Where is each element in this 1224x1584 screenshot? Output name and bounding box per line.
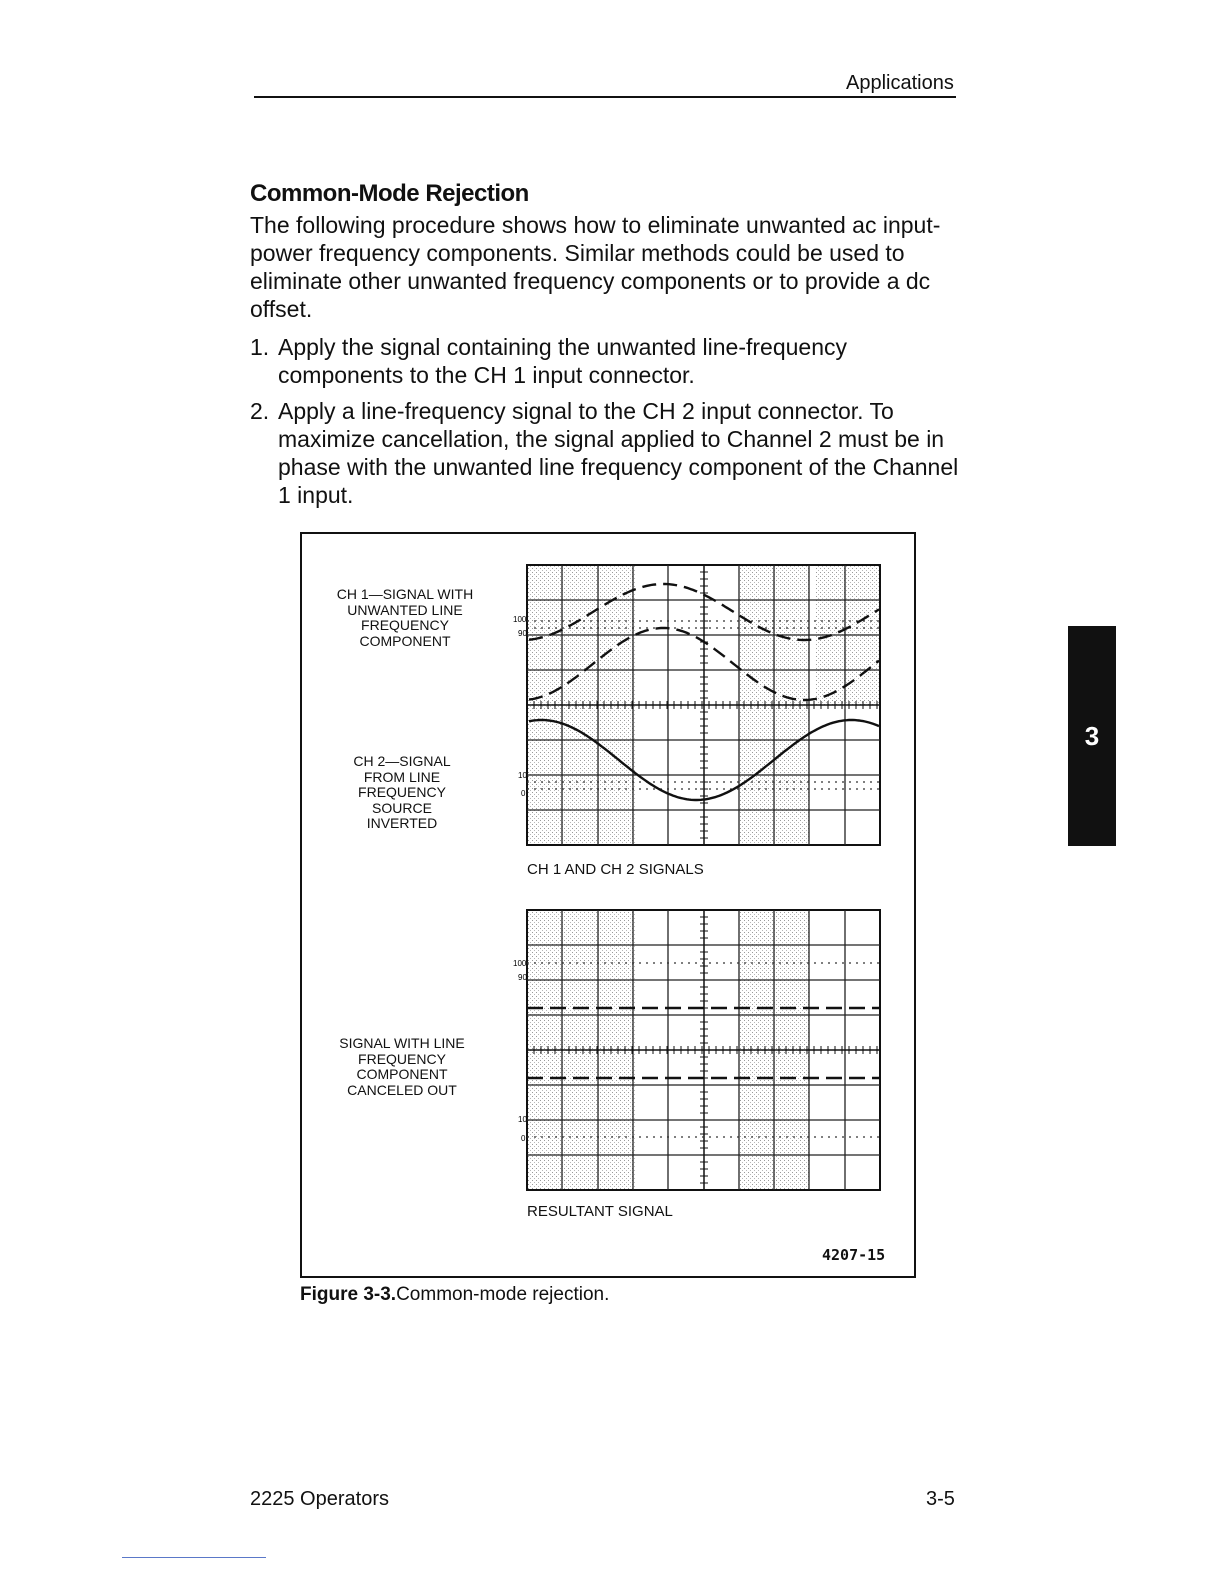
mark-100: 100 — [513, 615, 527, 624]
figure-caption — [300, 1284, 609, 1306]
oscilloscope-screen-1 — [513, 565, 880, 845]
step-text: Apply the signal containing the unwanted line-frequency components to the CH 1 input connector. — [278, 334, 847, 388]
intro-text: The following procedure shows how to eliminate unwanted ac input-power frequency components. Similar methods could be used to eliminate other unwanted frequency components or to provide a dc offset. — [250, 212, 941, 322]
footer-manual-title: 2225 Operators — [250, 1488, 389, 1510]
screen2-caption: RESULTANT SIGNAL — [527, 1203, 673, 1220]
section-title: Common-Mode Rejection — [250, 180, 529, 207]
figure-caption-text: Common-mode rejection. — [396, 1284, 610, 1305]
step-number: 1. — [250, 334, 270, 360]
mark-0: 0 — [521, 1134, 526, 1143]
screen1-caption: CH 1 AND CH 2 SIGNALS — [527, 861, 704, 878]
ch1-label: CH 1—SIGNAL WITH UNWANTED LINE FREQUENCY COMPONENT — [336, 586, 474, 649]
mark-0: 0 — [521, 789, 526, 798]
oscilloscope-screen-2 — [513, 910, 880, 1190]
result-label: SIGNAL WITH LINE FREQUENCY COMPONENT CANCELED OUT — [339, 1035, 465, 1098]
figure-number: Figure 3-3. — [300, 1284, 397, 1305]
mark-10: 10 — [518, 1115, 527, 1124]
footnote-rule — [122, 1557, 266, 1558]
step-text: Apply a line-frequency signal to the CH 2 input connector. To maximize cancellation, the signal applied to Channel 2 must be in phase with the unwanted line frequency component of the Channel 1 input. — [278, 398, 959, 508]
footer-page-number: 3-5 — [926, 1488, 955, 1510]
mark-100: 100 — [513, 959, 527, 968]
figure-code: 4207-15 — [822, 1246, 886, 1264]
step-number: 2. — [250, 398, 270, 424]
ch2-label: CH 2—SIGNAL FROM LINE FREQUENCY SOURCE INVERTED — [353, 753, 451, 831]
mark-10: 10 — [518, 771, 527, 780]
section-header: Applications — [846, 72, 954, 94]
mark-90: 90 — [518, 629, 527, 638]
chapter-tab: 3 — [1068, 626, 1116, 846]
mark-90: 90 — [518, 973, 527, 982]
